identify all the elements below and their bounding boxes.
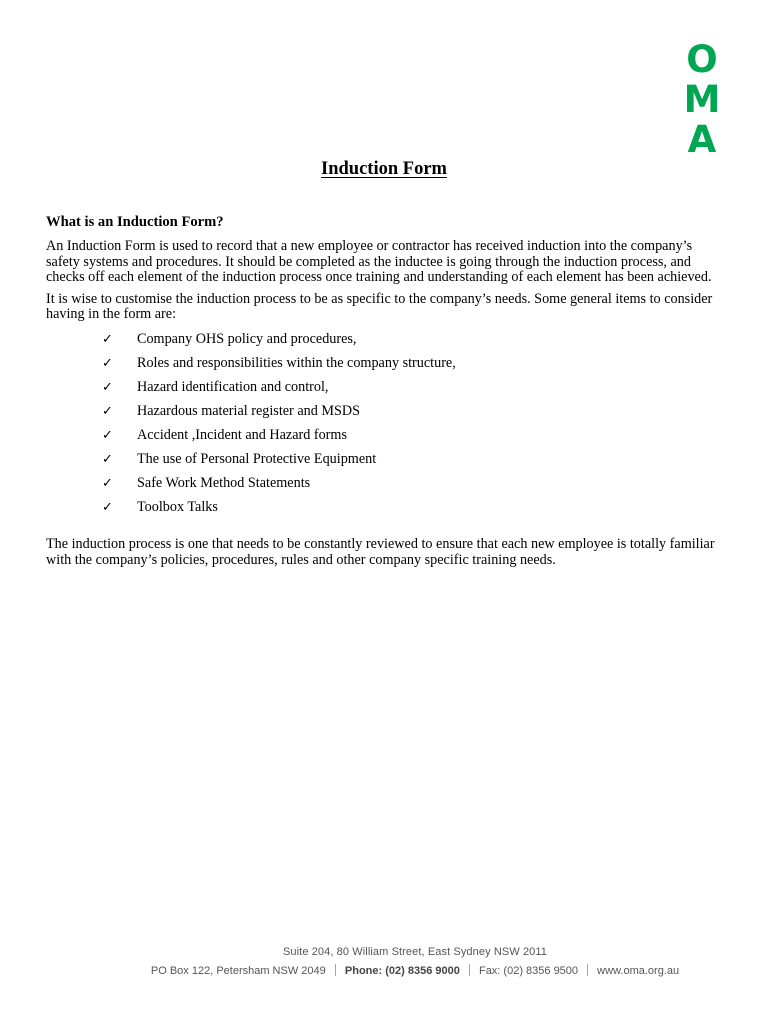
footer-po-box: PO Box 122, Petersham NSW 2049 [150,965,326,977]
list-item [46,379,726,403]
footer-separator [587,964,588,976]
checkmark-icon: ✓ [102,355,113,371]
logo-letter-m: M [683,78,721,121]
checklist [46,331,726,523]
checkmark-icon: ✓ [102,475,113,491]
items-intro-paragraph: It is wise to customise the induction process to be as specific to the company’s needs. Some general items to consider having in the form are: [46,290,713,323]
logo-letter-a: A [687,118,717,161]
list-item-text: Safe Work Method Statements [137,474,311,491]
footer-website-link[interactable]: www.oma.org.au [597,965,680,977]
checkmark-icon: ✓ [102,403,113,419]
list-item-text: The use of Personal Protective Equipment [137,450,377,467]
document-body [46,214,726,574]
list-item [46,451,726,475]
checkmark-icon: ✓ [102,427,113,443]
intro-paragraph: An Induction Form is used to record that a new employee or contractor has received induction into the company’s safety systems and procedures. It should be completed as the inductee is going through the induction process, and checks off each element of the induction process once training and understanding of each element has been achieved. [46,238,712,286]
list-item-text: Toolbox Talks [137,498,218,515]
list-item [46,331,726,355]
checkmark-icon: ✓ [102,331,113,347]
page-footer [0,946,768,977]
checkmark-icon: ✓ [102,499,113,515]
footer-separator [469,964,470,976]
list-item [46,499,726,523]
list-item [46,427,726,451]
footer-fax: Fax: (02) 8356 9500 [478,965,579,977]
footer-phone: Phone: (02) 8356 9000 [344,965,460,977]
checkmark-icon: ✓ [102,379,113,395]
list-item-text: Roles and responsibilities within the company structure, [137,354,456,371]
footer-contact-line [62,964,768,977]
list-item-text: Hazardous material register and MSDS [137,402,360,419]
list-item [46,355,726,379]
footer-address: Suite 204, 80 William Street, East Sydney NSW 2011 [282,946,548,958]
logo-letter-o: O [686,38,718,81]
checkmark-icon: ✓ [102,451,113,467]
page-title: Induction Form [321,159,447,179]
closing-paragraph: The induction process is one that needs to be constantly reviewed to ensure that each new employee is totally familiar with the company’s policies, procedures, rules and other company specific training needs. [46,535,715,568]
list-item [46,403,726,427]
list-item [46,475,726,499]
list-item-text: Company OHS policy and procedures, [137,330,357,347]
footer-separator [335,964,336,976]
list-item-text: Hazard identification and control, [137,378,329,395]
section-heading: What is an Induction Form? [46,214,224,230]
oma-logo [681,40,723,160]
list-item-text: Accident ,Incident and Hazard forms [137,426,347,443]
